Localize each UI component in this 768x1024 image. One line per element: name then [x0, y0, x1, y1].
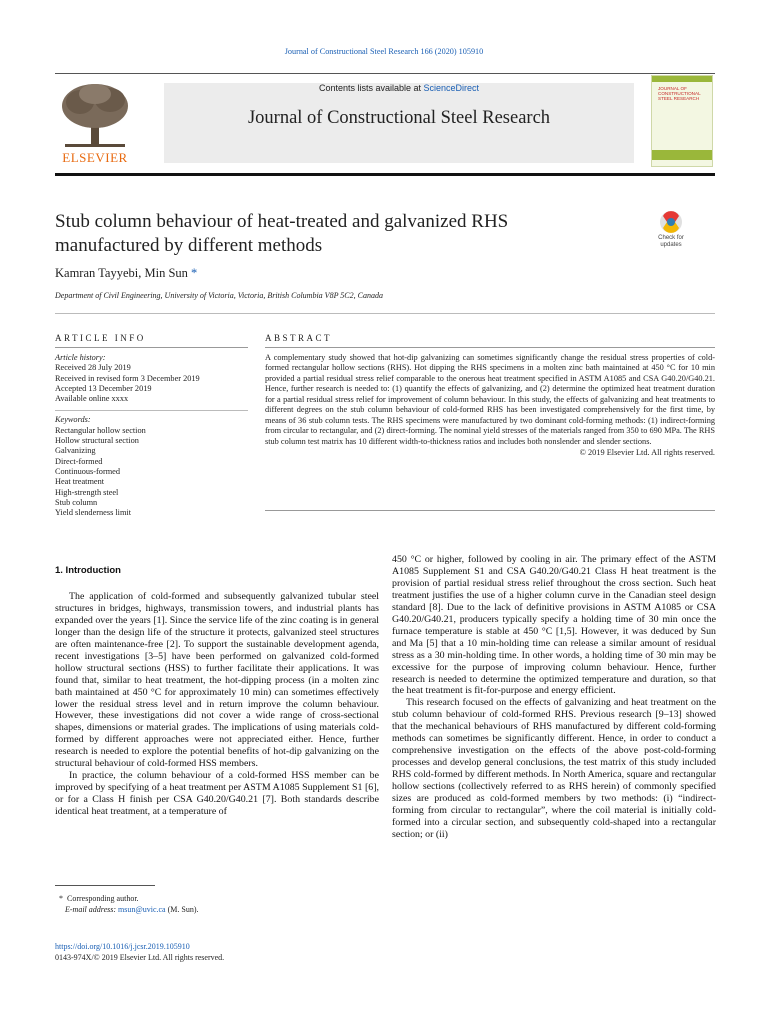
abstract — [265, 353, 715, 459]
crossmark-icon — [651, 210, 691, 236]
abstract-copyright: © 2019 Elsevier Ltd. All rights reserved. — [579, 448, 715, 458]
abstract-heading: ABSTRACT — [265, 333, 333, 343]
check-for-updates-badge[interactable] — [651, 210, 691, 256]
history-item: Accepted 13 December 2019 — [55, 383, 152, 393]
article-info-separator — [55, 410, 248, 411]
keyword: Continuous-formed — [55, 466, 120, 476]
abstract-text: A complementary study showed that hot-dip galvanizing can sometimes significantly change the residual stress properties of cold-formed rectangular hollow sections (RHS). Hot dipping the RHS specimens in a molten zinc bath maintained at 450 °C for 10 min provided a partial residual stress relief comparable to the onerous heat treatment specified in ASTM A1085 and CSA G40.20/G40.21. Hence, further research is needed to: (1) quantify the effects of galvanizing, and (2) determine the optimized heat treatment duration for a partial residual stress relief for improvement of column behaviour. In this study, the effects of galvanizing and heat treatments to different degrees on the stub column behaviour of cold-formed RHS has been investigated comprehensively for the first time, by means of 36 stub column tests. The RHS specimens were manufactured by two dominant cold-forming methods: (1) indirect-forming from circular to rectangular, and (2) direct-forming. The nominal yield stresses of the materials ranged from 350 to 690 MPa. The RHS stub column test matrix has 10 different width-to-thickness ratios and includes both nonslender and slender sections. — [265, 353, 715, 446]
history-item: Available online xxxx — [55, 394, 129, 404]
body-column-left — [55, 565, 379, 818]
keyword: Heat treatment — [55, 477, 105, 487]
keyword: Rectangular hollow section — [55, 425, 146, 435]
email-label: E-mail address: — [65, 905, 117, 914]
publisher-logo-text: ELSEVIER — [62, 150, 128, 165]
cover-title: JOURNAL OF CONSTRUCTIONAL STEEL RESEARCH — [658, 86, 701, 101]
section-heading: 1. Introduction — [55, 565, 121, 576]
keyword: Galvanizing — [55, 446, 96, 456]
history-item: Received 28 July 2019 — [55, 363, 131, 373]
header-bottom-rule — [55, 173, 715, 176]
paragraph: In practice, the column behaviour of a cold-formed HSS member can be improved by specifying of a heat treatment per ASTM A1085 Supplement S1 [6], or for a Class H finish per CSA G40.20/G40.21 [7]. Both standards describe identical heat treatment, at a temperature of — [55, 770, 379, 818]
abstract-bottom-rule — [265, 510, 715, 511]
header-top-rule — [55, 73, 715, 74]
history-item: Received in revised form 3 December 2019 — [55, 373, 200, 383]
author-names: Kamran Tayyebi, Min Sun — [55, 266, 188, 280]
footnote-email-line — [55, 904, 385, 915]
article-info-rule — [55, 347, 248, 348]
journal-cover-thumbnail[interactable] — [651, 75, 713, 167]
article-info-heading: ARTICLE INFO — [55, 333, 146, 343]
crossmark-label-line1: Check for — [658, 235, 684, 241]
body-column-right — [392, 554, 716, 841]
crossmark-label — [651, 235, 691, 249]
contents-line — [164, 83, 634, 93]
history-label: Article history: — [55, 353, 106, 362]
journal-citation[interactable]: Journal of Constructional Steel Research 166 (2020) 105910 — [284, 47, 484, 56]
cover-bottom-bar — [652, 150, 712, 160]
paragraph: This research focused on the effects of galvanizing and heat treatment on the stub column behaviour of cold-formed RHS. Previous research [9–13] showed that the mechanical behaviours of RHS manufactured by different cold-forming methods can sometimes be significantly different. Hence, in order to conduct a comprehensive investigation on the effects of the above post-cold-forming processes and develop general conclusions, the test matrix of this study included RHS cold-formed by different methods. In North America, square and rectangular hollow sections (collectively referred to as RHS herein) of commonly specified sizes are produced as cold-formed members by two methods: (i) “indirect-forming from circular to rectangular”, where the coil material is initially cold-formed into a circular section, and subsequently cold-shaped into a rectangular section; or (ii) — [392, 697, 716, 840]
keyword: Yield slenderness limit — [55, 508, 132, 518]
keyword: Hollow structural section — [55, 436, 139, 446]
article-info — [55, 353, 250, 518]
crossmark-label-line2: updates — [660, 242, 682, 248]
email-link[interactable]: msun@uvic.ca — [118, 905, 166, 914]
affiliation-rule — [55, 313, 715, 314]
email-suffix: (M. Sun). — [165, 905, 199, 914]
paragraph: The application of cold-formed and subsequently galvanized tubular steel structures in bridges, highways, transmission towers, and industrial plants has expanded over the years [1]. Since the service life of the zinc coating is in general longer than the design life of the structure it protects, galvanized steel structures are often maintenance-free [2]. To support the sustainable development agenda, recent investigations [3–5] have been performed on galvanized cold-formed hollow structural sections (HSS) to further facilitate their applications. It was found that, similar to heat treatment, the hot-dipping process (in a molten zinc bath maintained at 450 °C for approximately 10 min) can sometimes effectively lower the residual stress level and in return improve the column behaviour. However, these investigations did not cover a wide range of cross-sectional shapes, dimensions or material grades. The implications of using materials cold-formed by different approaches were not appreciated either. Hence, further research is needed to explore the potential benefits of hot-dip galvanizing on the structural behaviour of cold-formed HSS members. — [55, 590, 379, 770]
footnote — [55, 893, 385, 915]
sciencedirect-link[interactable]: ScienceDirect — [423, 83, 480, 93]
corresponding-author-mark[interactable]: * — [187, 266, 198, 280]
keyword: Stub column — [55, 497, 98, 507]
page-footer — [55, 941, 385, 963]
keywords-label: Keywords: — [55, 415, 91, 425]
footnote-corresponding-text: Corresponding author. — [67, 894, 139, 903]
paragraph: 450 °C or higher, followed by cooling in air. The primary effect of the ASTM A1085 Supplement S1 and CSA G40.20/G40.21 Class H heat treatment is the provision of partial residual stress relief throughout the cross section. Such heat treatment justifies the use of a higher column curve in the Canadian steel design standard [8]. Due to the lack of definitive provisions in ASTM A1085 or CSA G40.20/G40.21, producers typically specify a holding time of 30 min once the furnace temperature is stable at 450 °C [1,5]. However, it was deduced by Sun and Ma [5] that a 10 min-holding time can release a similar amount of residual stress as a 30 min-holding time. In other words, a holding time of 30 min may be excessive for the purpose of improving column behaviour. Hence, further research is needed to determine the optimized temperature and duration, so that the heat treatment is fit-for-purpose and energy efficient. — [392, 554, 716, 697]
cover-top-bar — [652, 76, 712, 82]
authors — [55, 266, 197, 281]
footnote-rule — [55, 885, 155, 886]
keyword: Direct-formed — [55, 456, 103, 466]
abstract-rule — [265, 347, 715, 348]
affiliation: Department of Civil Engineering, University of Victoria, Victoria, British Columbia V8P 5C2, Canada — [55, 291, 383, 300]
footnote-mark: * — [59, 894, 63, 903]
keyword: High-strength steel — [55, 487, 119, 497]
article-title: Stub column behaviour of heat-treated and galvanized RHS manufactured by different methods — [55, 211, 509, 256]
footnote-corresponding — [55, 893, 385, 904]
issn-copyright: 0143-974X/© 2019 Elsevier Ltd. All rights reserved. — [55, 953, 225, 962]
contents-prefix: Contents lists available at — [318, 83, 424, 93]
doi-link[interactable]: https://doi.org/10.1016/j.jcsr.2019.105910 — [55, 942, 190, 951]
journal-name[interactable]: Journal of Constructional Steel Research — [247, 108, 551, 128]
